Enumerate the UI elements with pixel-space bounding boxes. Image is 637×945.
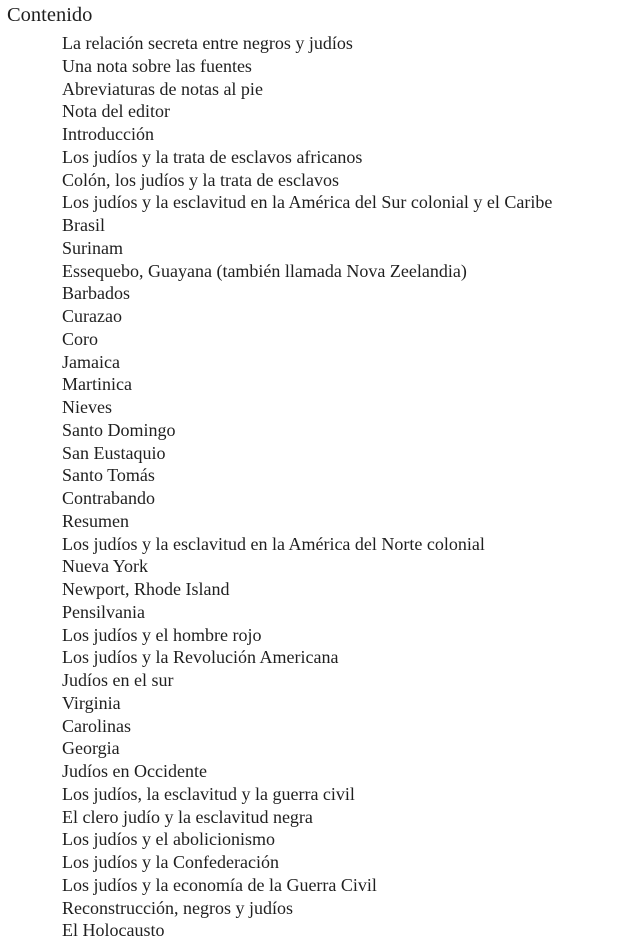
- toc-item: Introducción: [62, 124, 154, 144]
- toc-item: Los judíos y la economía de la Guerra Civil: [62, 874, 377, 895]
- toc-item: Curazao: [62, 306, 122, 326]
- toc-item: Nueva York: [62, 556, 149, 577]
- toc-item: Colón, los judíos y la trata de esclavos: [62, 169, 339, 190]
- toc-item: Nieves: [62, 397, 112, 417]
- toc-item: Reconstrucción, negros y judíos: [62, 897, 293, 918]
- toc-item: Los judíos y la esclavitud en la América del Norte colonial: [62, 533, 485, 554]
- toc-item: Resumen: [62, 510, 129, 531]
- toc-item: Los judíos y la Confederación: [62, 852, 279, 872]
- toc-item: Surinam: [62, 237, 123, 258]
- toc-item: El Holocausto: [62, 920, 165, 941]
- toc-item: Los judíos y la esclavitud en la América del Sur colonial y el Caribe: [62, 192, 553, 213]
- toc-item: Santo Tomás: [62, 465, 155, 486]
- toc-list: [7, 32, 637, 942]
- toc-item: Jamaica: [62, 351, 120, 372]
- toc-item: Los judíos y el abolicionismo: [62, 829, 275, 850]
- toc-item: Los judíos y el hombre rojo: [62, 624, 262, 645]
- toc-item: Los judíos y la trata de esclavos africanos: [62, 146, 363, 167]
- toc-item: Santo Domingo: [62, 419, 176, 440]
- toc-item: Newport, Rhode Island: [62, 579, 230, 599]
- toc-item: Brasil: [62, 215, 105, 235]
- toc-item: Los judíos, la esclavitud y la guerra civil: [62, 783, 355, 804]
- toc-item: Georgia: [62, 738, 120, 759]
- toc-item: Una nota sobre las fuentes: [62, 55, 252, 76]
- toc-item: Barbados: [62, 283, 130, 304]
- toc-item: Abreviaturas de notas al pie: [62, 78, 263, 99]
- toc-item: Contrabando: [62, 488, 155, 508]
- toc-item: Carolinas: [62, 715, 131, 736]
- toc-item: Virginia: [62, 692, 121, 713]
- toc-item: Nota del editor: [62, 101, 170, 122]
- toc-item: Coro: [62, 328, 98, 349]
- toc-item: Judíos en el sur: [62, 670, 174, 690]
- toc-item: Pensilvania: [62, 601, 145, 622]
- toc-item: Judíos en Occidente: [62, 761, 207, 781]
- toc-item: La relación secreta entre negros y judíos: [62, 33, 353, 53]
- toc-item: El clero judío y la esclavitud negra: [62, 806, 313, 827]
- toc-item: Martinica: [62, 374, 132, 395]
- toc-item: Los judíos y la Revolución Americana: [62, 647, 339, 668]
- toc-item: San Eustaquio: [62, 442, 166, 463]
- contents-title: Contenido: [7, 4, 93, 26]
- toc-item: Essequebo, Guayana (también llamada Nova Zeelandia): [62, 260, 467, 281]
